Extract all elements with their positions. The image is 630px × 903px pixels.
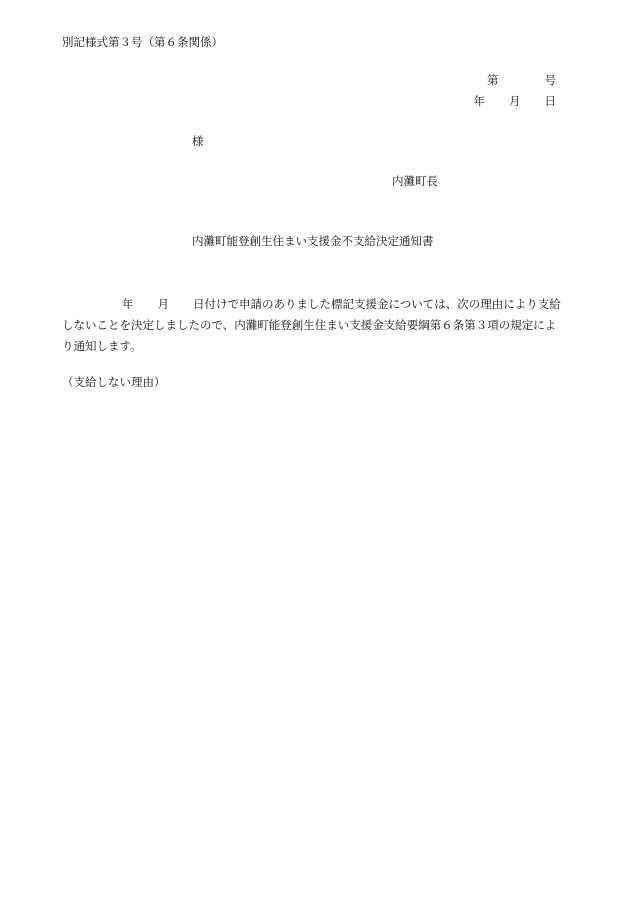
body-month: 月 — [157, 297, 169, 311]
form-number: 別記様式第３号（第６条関係） — [62, 35, 223, 49]
date-day: 日 — [544, 94, 556, 108]
date-year: 年 — [473, 94, 485, 108]
date-month: 月 — [509, 94, 521, 108]
doc-no-prefix: 第 — [487, 73, 499, 87]
body-line-2: しないことを決定しましたので、内灘町能登創生住まい支援金支給要綱第６条第３項の規定によ — [62, 318, 557, 332]
recipient-honorific: 様 — [192, 134, 204, 148]
document-number — [487, 75, 556, 87]
body-line-1-rest: 日付けで申請のありました標記支援金については、次の理由により支給 — [193, 297, 561, 311]
doc-no-suffix: 号 — [544, 73, 556, 87]
body-line-3: り通知します。 — [62, 339, 142, 353]
body-line-1 — [62, 294, 568, 315]
reason-heading: （支給しない理由） — [62, 375, 166, 389]
document-title: 内灘町能登創生住まい支援金不支給決定通知書 — [192, 234, 434, 248]
issue-date — [474, 96, 557, 108]
issuer-name: 内灘町長 — [392, 174, 438, 188]
body-text — [62, 294, 568, 357]
body-year: 年 — [122, 297, 134, 311]
